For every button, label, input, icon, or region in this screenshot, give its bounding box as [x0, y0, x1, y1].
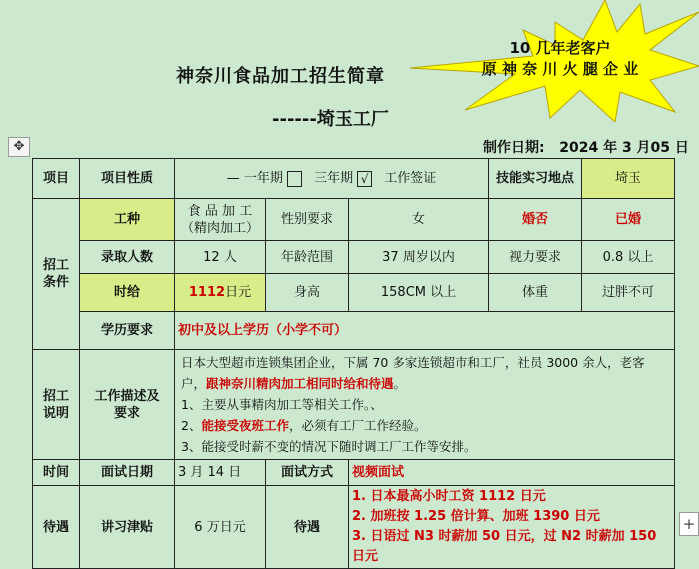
- plus-icon[interactable]: +: [679, 512, 699, 536]
- desc-item: [181, 415, 668, 436]
- option-one-year: 一年期: [243, 171, 283, 186]
- badge-text: [460, 38, 660, 80]
- cell-location-label: 技能实习地点: [489, 159, 582, 199]
- cell-project-type: 项目性质: [80, 159, 175, 199]
- date-label: 制作日期:: [483, 140, 545, 156]
- label-line: 条件: [42, 275, 69, 290]
- cell-count-value: 12 人: [175, 241, 266, 274]
- table-row: [33, 199, 675, 241]
- desc-item: 3、能接受时薪不变的情况下随时调工厂工作等安排。: [181, 439, 477, 454]
- table-row: [33, 241, 675, 274]
- cell-job-desc: [175, 350, 675, 460]
- table-row: [33, 312, 675, 350]
- cell-interview-label: 面试日期: [80, 460, 175, 486]
- cell-edu-label: 学历要求: [80, 312, 175, 350]
- label-line: 工作描述及: [94, 388, 160, 404]
- date-line: [483, 137, 689, 157]
- desc-text: 2、: [181, 418, 202, 433]
- cell-method-label: 面试方式: [266, 460, 349, 486]
- cell-weight-label: 体重: [489, 274, 582, 312]
- page-title: 神奈川食品加工招生简章: [176, 66, 385, 87]
- wage-unit: 日元: [225, 285, 252, 300]
- perk-item: 2. 加班按 1.25 倍计算、加班 1390 日元: [352, 509, 600, 524]
- page-subtitle: ------埼玉工厂: [272, 109, 389, 130]
- label-line: 要求: [113, 405, 140, 421]
- table-row: [33, 274, 675, 312]
- job-line: 食 品 加 工: [187, 203, 253, 219]
- job-line: （精肉加工）: [180, 220, 259, 236]
- cell-project: 项目: [33, 159, 80, 199]
- cell-benefits-label: 待遇: [33, 486, 80, 569]
- desc-highlight: 能接受夜班工作: [201, 418, 289, 433]
- cell-vision-label: 视力要求: [489, 241, 582, 274]
- cell-married-label: 婚否: [489, 199, 582, 241]
- cell-allowance-label: 讲习津贴: [80, 486, 175, 569]
- cell-allowance-value: 6 万日元: [175, 486, 266, 569]
- cell-job-desc-label: [80, 350, 175, 460]
- option-work-visa: 工作签证: [384, 171, 437, 186]
- option-three-year: 三年期: [314, 171, 354, 186]
- section-desc-label: [33, 350, 80, 460]
- date-value: 2024 年 3 月05 日: [559, 140, 689, 156]
- cell-height-label: 身高: [266, 274, 349, 312]
- cell-treatment-label: 待遇: [266, 486, 349, 569]
- table-row: [33, 486, 675, 569]
- section-recruit-label: [33, 199, 80, 350]
- table-row: [33, 350, 675, 460]
- cell-age-value: 37 周岁以内: [349, 241, 489, 274]
- desc-text: 日本大型超市连锁集团企业，下属 70 多家连锁超市和工厂，社员 3000 余人，老客户，: [181, 355, 645, 391]
- cell-weight-value: 过胖不可: [582, 274, 675, 312]
- table-row: [33, 159, 675, 199]
- cell-wage-label: 时给: [80, 274, 175, 312]
- recruit-table: [32, 158, 675, 569]
- badge-line1: 10 几年老客户: [509, 39, 611, 57]
- cell-time-label: 时间: [33, 460, 80, 486]
- cell-count-label: 录取人数: [80, 241, 175, 274]
- badge-line2: 原 神 奈 川 火 腿 企 业: [481, 60, 639, 78]
- checkbox-one-year[interactable]: [287, 171, 302, 187]
- table-row: [33, 460, 675, 486]
- cell-wage-value: [175, 274, 266, 312]
- label-line: 说明: [42, 405, 69, 421]
- cell-married-value: 已婚: [582, 199, 675, 241]
- cell-age-label: 年龄范围: [266, 241, 349, 274]
- cell-location-value: 埼玉: [582, 159, 675, 199]
- label-line: 招工: [42, 258, 69, 273]
- move-icon[interactable]: ✥: [8, 137, 30, 157]
- cell-method-value: 视频面试: [349, 460, 675, 486]
- perk-item: 1. 日本最高小时工资 1112 日元: [352, 489, 546, 504]
- cell-job-label: 工种: [80, 199, 175, 241]
- cell-options: — 一年期 三年期 √ 工作签证: [175, 159, 489, 199]
- checkbox-three-year[interactable]: √: [357, 171, 372, 187]
- cell-gender-value: 女: [349, 199, 489, 241]
- cell-job-value: [175, 199, 266, 241]
- wage-number: 1112: [188, 285, 226, 300]
- cell-height-value: 158CM 以上: [349, 274, 489, 312]
- desc-text: 。: [393, 376, 407, 391]
- cell-edu-value: 初中及以上学历（小学不可）: [175, 312, 675, 350]
- desc-highlight: 跟神奈川精肉加工相同时给和待遇: [206, 376, 394, 391]
- desc-paragraph: [181, 352, 668, 394]
- cell-gender-label: 性别要求: [266, 199, 349, 241]
- desc-item: 1、主要从事精肉加工等相关工作。、: [181, 397, 383, 412]
- label-line: 招工: [42, 388, 69, 404]
- desc-text: ，必须有工厂工作经验。: [288, 418, 427, 433]
- cell-vision-value: 0.8 以上: [582, 241, 675, 274]
- cell-perks: [349, 486, 675, 569]
- perk-item: 3. 日语过 N3 时薪加 50 日元，过 N2 时薪加 150 日元: [352, 529, 657, 564]
- cell-interview-value: 3 月 14 日: [175, 460, 266, 486]
